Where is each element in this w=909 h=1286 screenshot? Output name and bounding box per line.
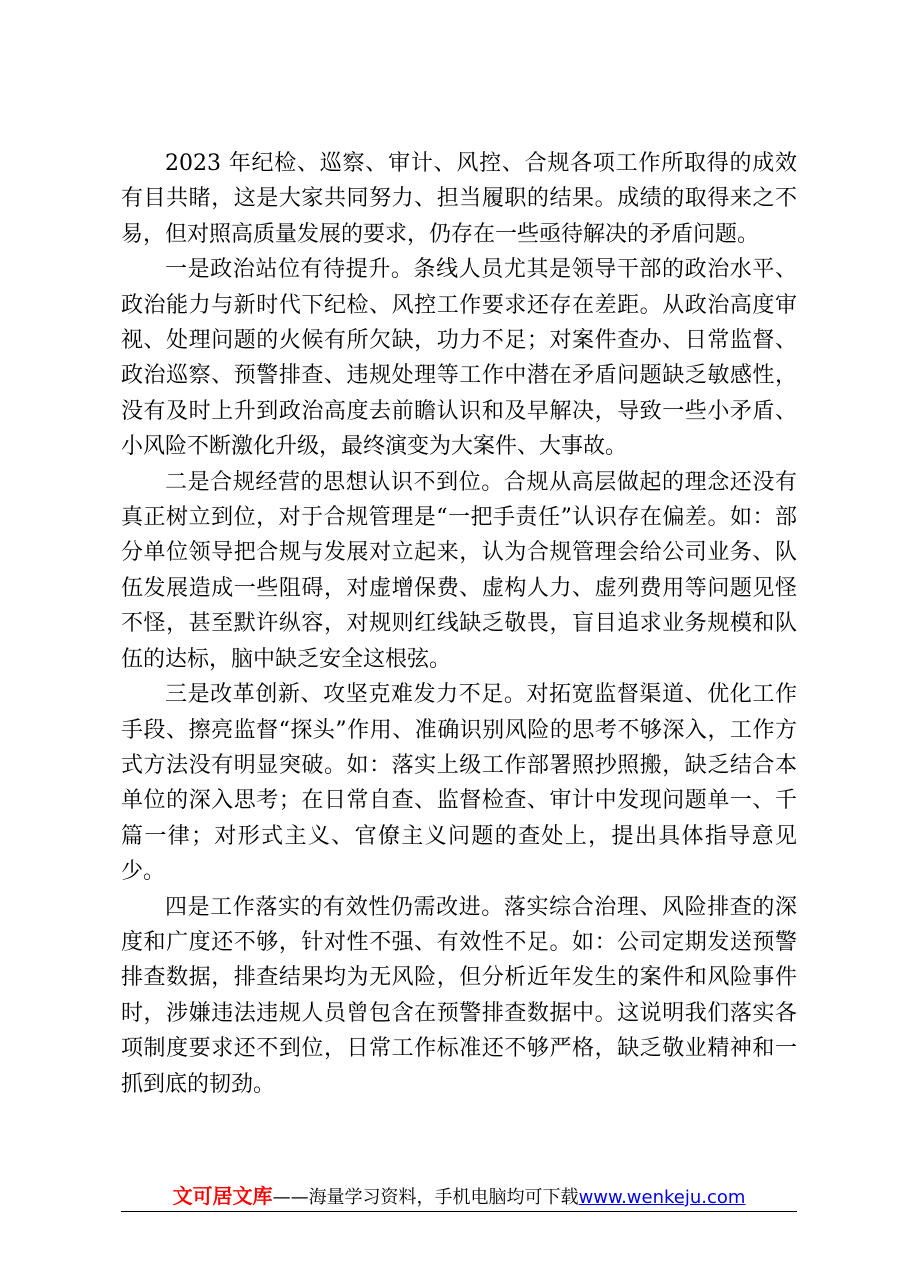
footer-divider xyxy=(121,1211,797,1212)
paragraph-implementation-effectiveness: 四是工作落实的有效性仍需改进。落实综合治理、风险排查的深度和广度还不够，针对性不强、有效性不足。如：公司定期发送预警排查数据，排查结果均为无风险，但分析近年发生的案件和风险事件时，涉嫌违法违规人员曾包含在预警排查数据中。这说明我们落实各项制度要求还不到位，日常工作标准还不够严格，缺乏敬业精神和一抓到底的韧劲。 xyxy=(121,894,797,1097)
page-footer xyxy=(121,1183,797,1211)
document-body xyxy=(121,146,797,1102)
footer-brand: 文可居文库 xyxy=(172,1184,273,1208)
paragraph-reform-innovation: 三是改革创新、攻坚克难发力不足。对拓宽监督渠道、优化工作手段、擦亮监督“探头”作用、准确识别风险的思考不够深入，工作方式方法没有明显突破。如：落实上级工作部署照抄照搬，缺乏结合本单位的深入思考；在日常自查、监督检查、审计中发现问题单一、千篇一律；对形式主义、官僚主义问题的查处上，提出具体指导意见少。 xyxy=(121,682,797,885)
footer-slogan: ——海量学习资料，手机电脑均可下载 xyxy=(272,1187,579,1208)
paragraph-political-stance: 一是政治站位有待提升。条线人员尤其是领导干部的政治水平、政治能力与新时代下纪检、风控工作要求还存在差距。从政治高度审视、处理问题的火候有所欠缺，功力不足；对案件查办、日常监督、政治巡察、预警排查、违规处理等工作中潜在矛盾问题缺乏敏感性，没有及时上升到政治高度去前瞻认识和及早解决，导致一些小矛盾、小风险不断激化升级，最终演变为大案件、大事故。 xyxy=(121,257,797,460)
footer-url-link[interactable]: www.wenkeju.com xyxy=(578,1187,746,1208)
paragraph-intro: 2023 年纪检、巡察、审计、风控、合规各项工作所取得的成效有目共睹，这是大家共同努力、担当履职的结果。成绩的取得来之不易，但对照高质量发展的要求，仍存在一些亟待解决的矛盾问题。 xyxy=(121,151,797,247)
paragraph-compliance-awareness: 二是合规经营的思想认识不到位。合规从高层做起的理念还没有真正树立到位，对于合规管理是“一把手责任”认识存在偏差。如：部分单位领导把合规与发展对立起来，认为合规管理会给公司业务、队伍发展造成一些阻碍，对虚增保费、虚构人力、虚列费用等问题见怪不怪，甚至默许纵容，对规则红线缺乏敬畏，盲目追求业务规模和队伍的达标，脑中缺乏安全这根弦。 xyxy=(121,469,797,672)
